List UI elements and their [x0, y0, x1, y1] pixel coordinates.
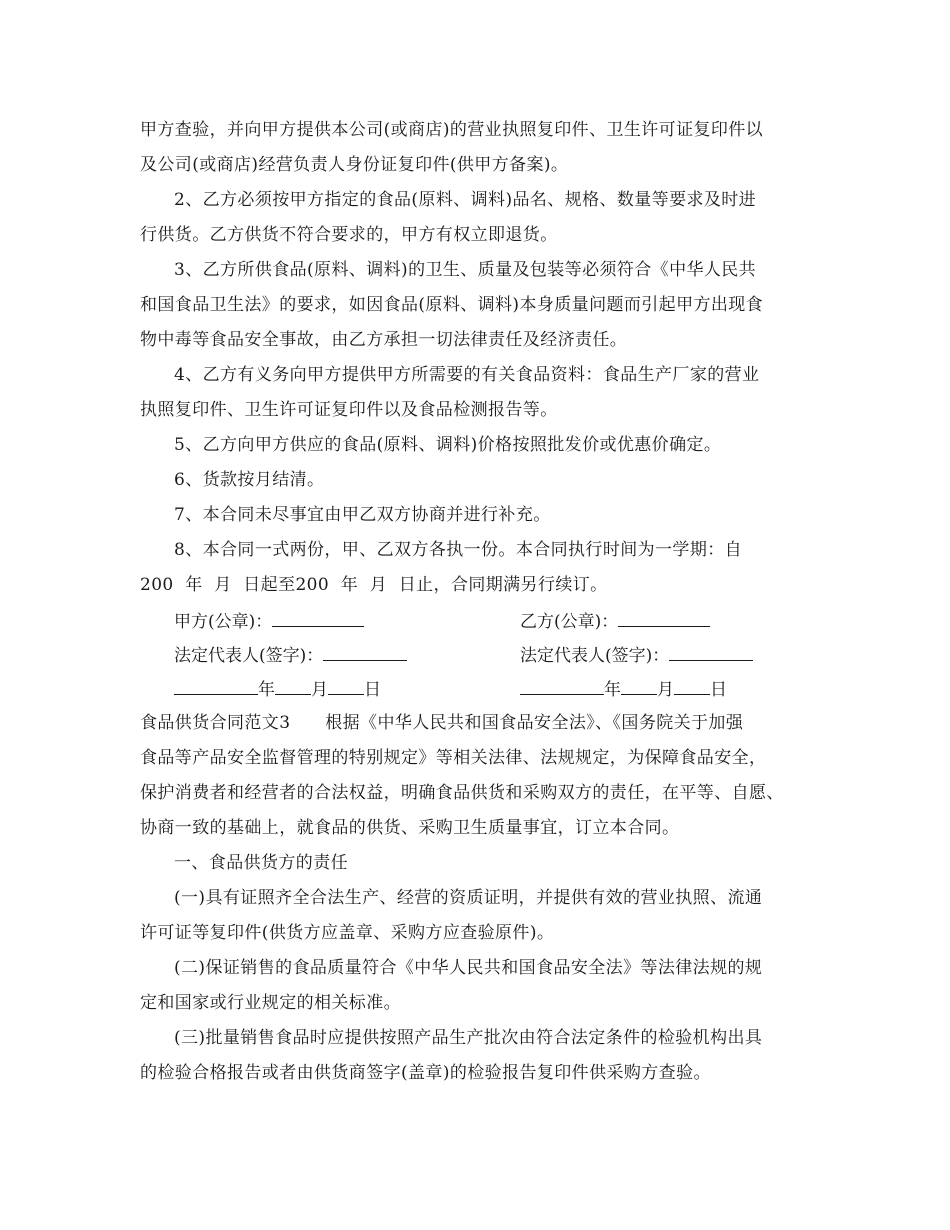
- date-a-day-blank: [328, 678, 364, 695]
- paragraph-line: 定和国家或行业规定的相关标准。: [140, 993, 401, 1013]
- paragraph-line: 食品等产品安全监督管理的特别规定》等相关法律、法规规定，为保障食品安全，: [140, 748, 767, 768]
- date-b-day-label: 日: [710, 680, 727, 700]
- paragraph-line: 200 年 月 日起至200 年 月 日止，合同期满另行续订。: [140, 575, 608, 595]
- party-b-seal-field: [520, 610, 710, 632]
- rep-a-label: 法定代表人(签字)：: [174, 646, 324, 666]
- paragraph-line: 及公司(或商店)经营负责人身份证复印件(供甲方备案)。: [140, 155, 569, 175]
- section-heading: 一、食品供货方的责任: [174, 853, 348, 873]
- date-a-year-blank: [174, 678, 258, 695]
- paragraph-line: 许可证等复印件(供货方应盖章、采购方应查验原件)。: [140, 923, 555, 943]
- paragraph-line: 6、货款按月结清。: [174, 470, 325, 490]
- party-a-seal-label: 甲方(公章)：: [174, 612, 273, 632]
- paragraph-line: (二)保证销售的食品质量符合《中华人民共和国食品安全法》等法律法规的规: [174, 958, 763, 978]
- rep-a-blank: [323, 644, 407, 661]
- paragraph-line: (三)批量销售食品时应提供按照产品生产批次由符合法定条件的检验机构出具: [174, 1028, 763, 1048]
- date-a-month-blank: [275, 678, 311, 695]
- paragraph-line: 保护消费者和经营者的合法权益，明确食品供货和采购双方的责任，在平等、自愿、: [140, 783, 784, 803]
- paragraph-line: 5、乙方向甲方供应的食品(原料、调料)价格按照批发价或优惠价确定。: [174, 435, 722, 455]
- date-a-day-label: 日: [364, 680, 381, 700]
- paragraph-line: 和国食品卫生法》的要求，如因食品(原料、调料)本身质量问题而引起甲方出现食: [140, 295, 764, 315]
- paragraph-line: 8、本合同一式两份，甲、乙双方各执一份。本合同执行时间为一学期：自: [174, 540, 743, 560]
- party-a-seal-field: [174, 610, 364, 632]
- paragraph-line: 行供货。乙方供货不符合要求的，甲方有权立即退货。: [140, 225, 558, 245]
- date-a-year-label: 年: [258, 680, 275, 700]
- rep-b-label: 法定代表人(签字)：: [520, 646, 670, 666]
- paragraph-line: 7、本合同未尽事宜由甲乙双方协商并进行补充。: [174, 505, 551, 525]
- paragraph-line: 执照复印件、卫生许可证复印件以及食品检测报告等。: [140, 400, 558, 420]
- date-a-month-label: 月: [311, 680, 328, 700]
- date-b-year-blank: [520, 678, 604, 695]
- rep-b-blank: [669, 644, 753, 661]
- rep-b-field: [520, 644, 753, 666]
- paragraph-line: 物中毒等食品安全事故，由乙方承担一切法律责任及经济责任。: [140, 330, 628, 350]
- date-b-year-label: 年: [604, 680, 621, 700]
- paragraph-line: 4、乙方有义务向甲方提供甲方所需要的有关食品资料：食品生产厂家的营业: [174, 365, 760, 385]
- date-b-field: [520, 678, 727, 700]
- paragraph-line: 的检验合格报告或者由供货商签字(盖章)的检验报告复印件供采购方查验。: [140, 1063, 711, 1083]
- rep-a-field: [174, 644, 407, 666]
- party-a-seal-blank: [272, 610, 364, 627]
- party-b-seal-label: 乙方(公章)：: [520, 612, 619, 632]
- paragraph-line: 2、乙方必须按甲方指定的食品(原料、调料)品名、规格、数量等要求及时进: [174, 190, 757, 210]
- date-a-field: [174, 678, 381, 700]
- paragraph-line: 甲方查验，并向甲方提供本公司(或商店)的营业执照复印件、卫生许可证复印件以: [140, 120, 764, 140]
- party-b-seal-blank: [618, 610, 710, 627]
- date-b-month-label: 月: [657, 680, 674, 700]
- paragraph-line: (一)具有证照齐全合法生产、经营的资质证明，并提供有效的营业执照、流通: [174, 888, 763, 908]
- date-b-month-blank: [621, 678, 657, 695]
- paragraph-line: 3、乙方所供食品(原料、调料)的卫生、质量及包装等必须符合《中华人民共: [174, 260, 757, 280]
- paragraph-line: 协商一致的基础上，就食品的供货、采购卫生质量事宜，订立本合同。: [140, 818, 680, 838]
- date-b-day-blank: [674, 678, 710, 695]
- section-title-line: 食品供货合同范文3 根据《中华人民共和国食品安全法》、《国务院关于加强: [140, 713, 744, 733]
